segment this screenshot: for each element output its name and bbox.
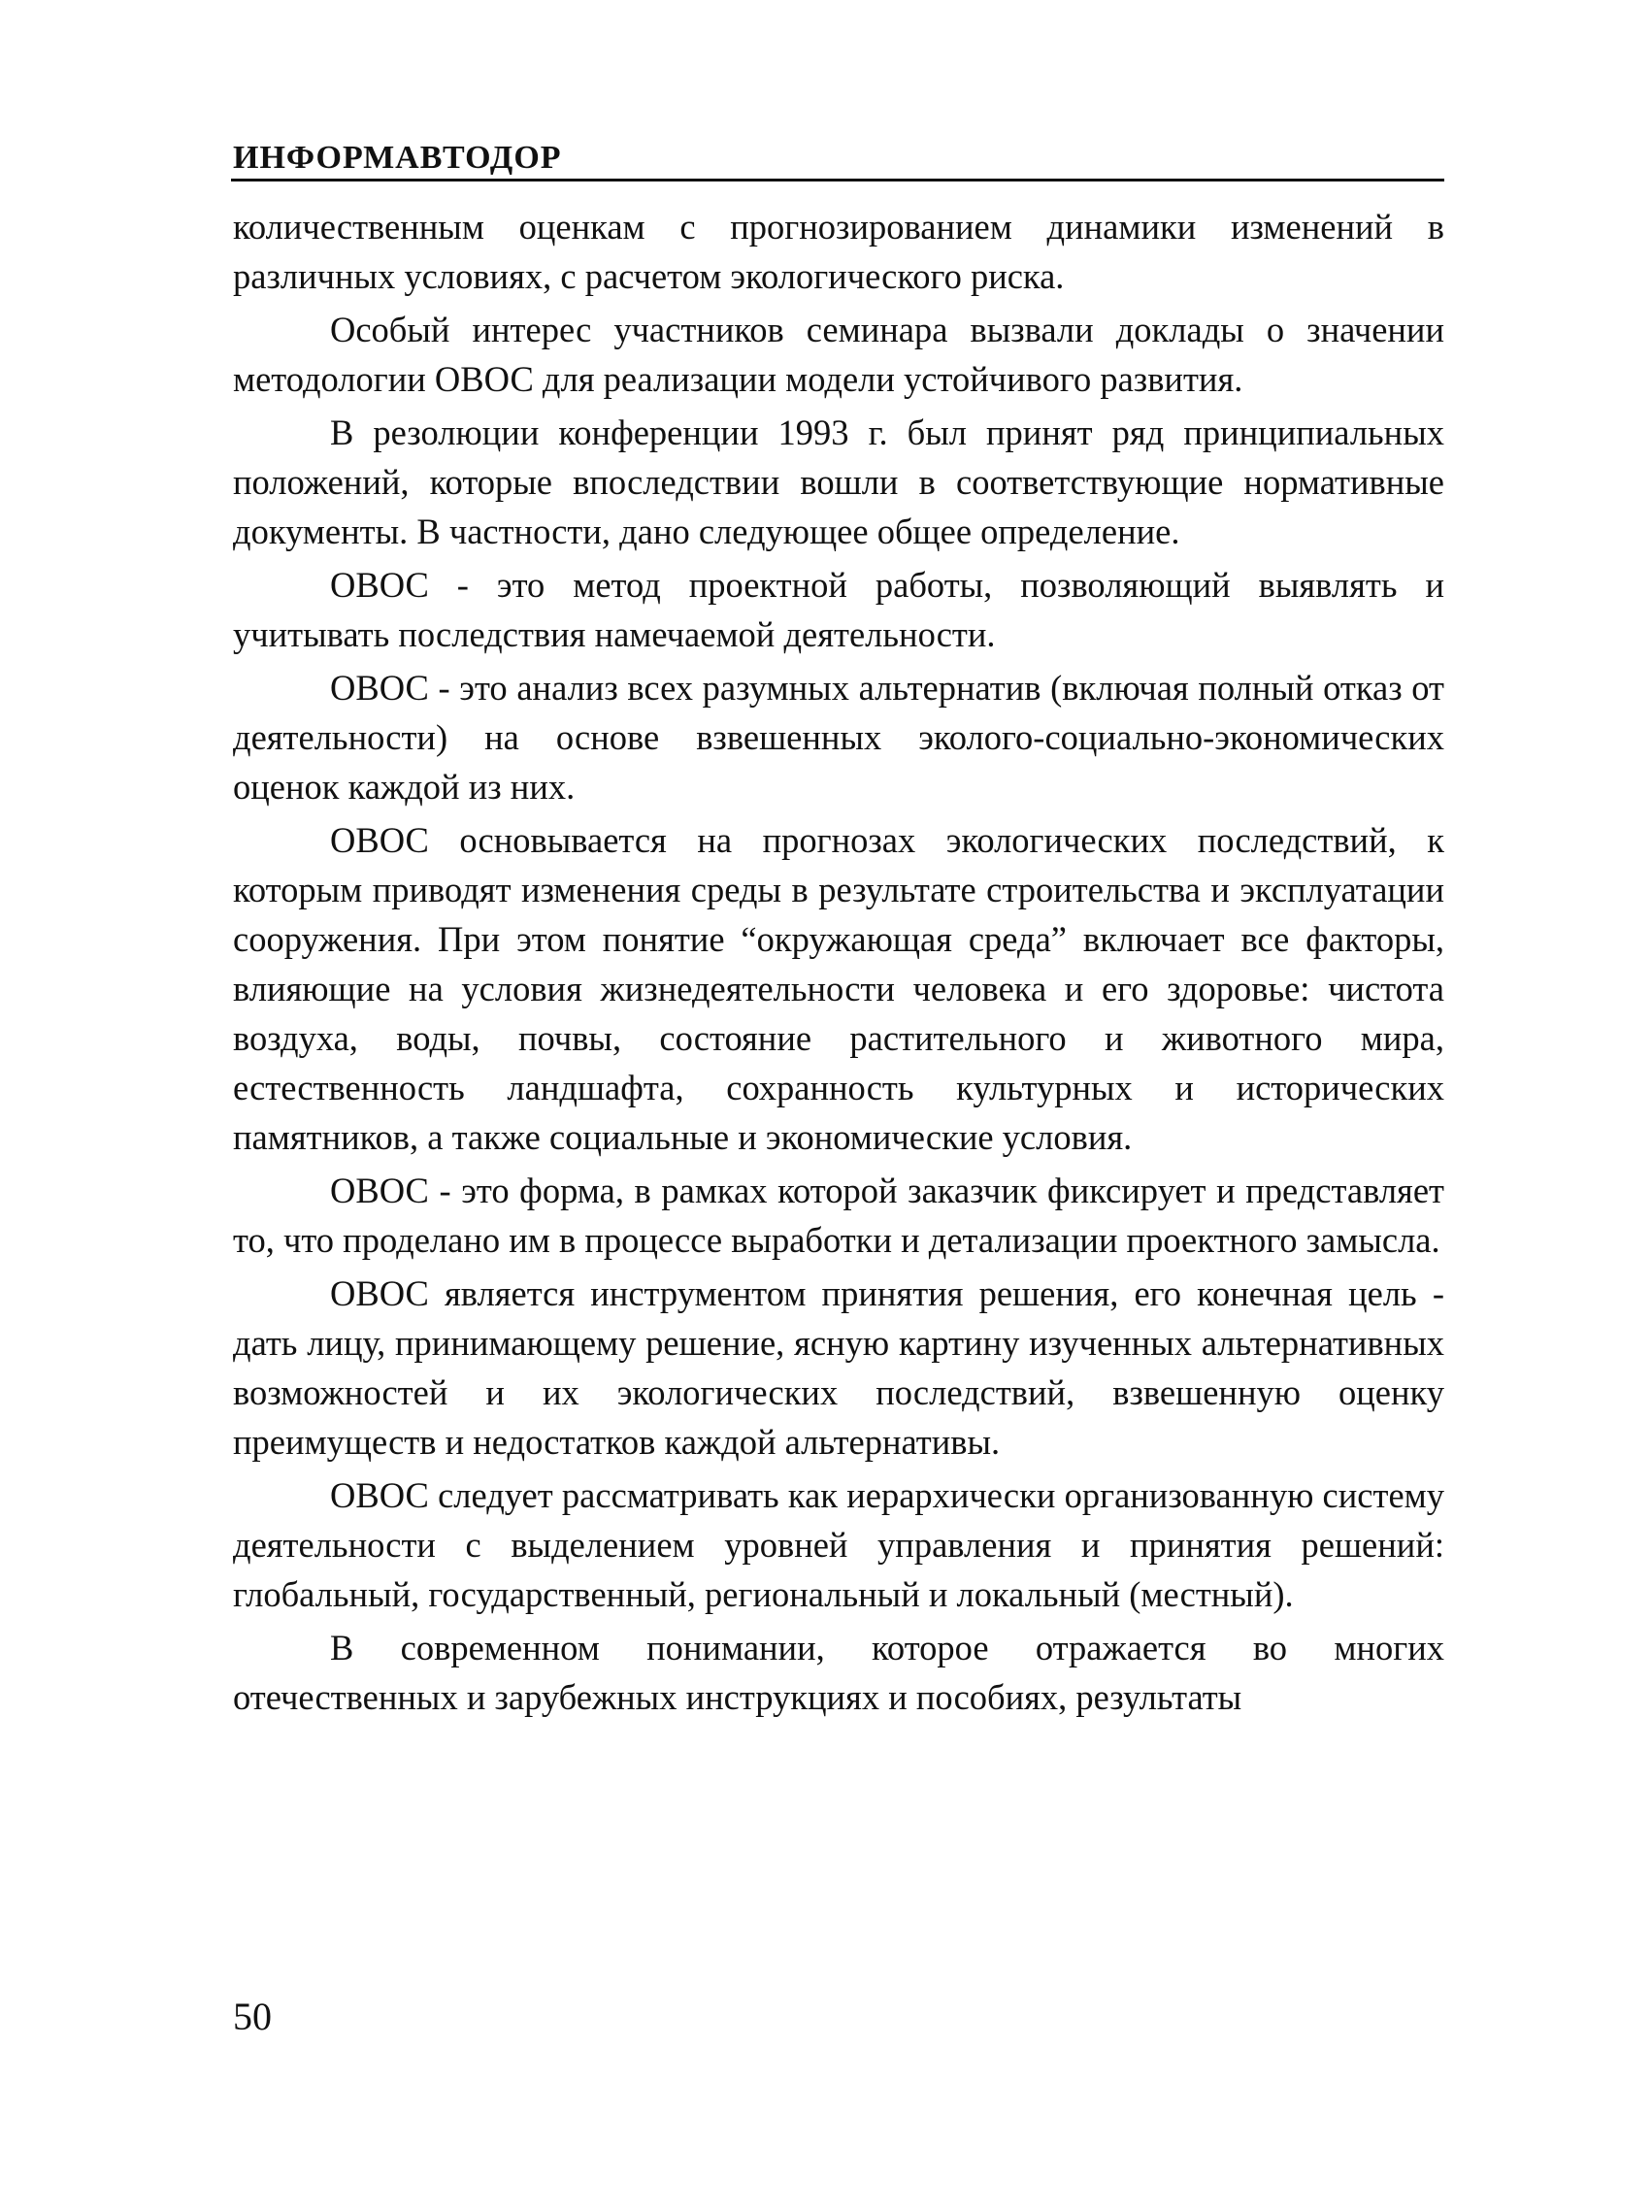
paragraph: ОВОС основывается на прогнозах экологических последствий, к которым приводят изменения среды в результате строительства и эксплуатации сооружения. При этом понятие “окружающая среда” включает все факторы, влияющие на условия жизнедеятельности человека и его здоровье: чистота воздуха, воды, почвы, состояние растительного и животного мира, естественность ландшафта, сохранность культурных и исторических памятников, а также социальные и экономические условия. [233, 820, 1444, 1157]
header-rule [231, 179, 1444, 182]
paragraph-continued: количественным оценкам с прогнозированием динамики изменений в различных условиях, с расчетом экологического риска. [233, 207, 1444, 296]
paragraph: ОВОС - это анализ всех разумных альтернатив (включая полный отказ от деятельности) на основе взвешенных эколого-социально-экономических оценок каждой из них. [233, 668, 1444, 807]
paragraph: ОВОС следует рассматривать как иерархически организованную систему деятельности с выделением уровней управления и принятия решений: глобальный, государственный, региональный и локальный (местный). [233, 1475, 1444, 1614]
running-head-title: ИНФОРМАВТОДОР [233, 140, 562, 176]
body-text [233, 202, 1444, 1726]
page-number: 50 [233, 1995, 272, 2038]
paragraph: ОВОС - это форма, в рамках которой заказчик фиксирует и представляет то, что проделано им в процессе выработки и детализации проектного замысла. [233, 1171, 1444, 1260]
paragraph: ОВОС является инструментом принятия решения, его конечная цель - дать лицу, принимающему решение, ясную картину изученных альтернативных возможностей и их экологических последствий, взвешенную оценку преимуществ и недостатков каждой альтернативы. [233, 1273, 1444, 1462]
paragraph: В современном понимании, которое отражается во многих отечественных и зарубежных инструкциях и пособиях, результаты [233, 1628, 1444, 1717]
paragraph: В резолюции конференции 1993 г. был принят ряд принципиальных положений, которые впоследствии вошли в соответствующие нормативные документы. В частности, дано следующее общее определение. [233, 413, 1444, 551]
paragraph: Особый интерес участников семинара вызвали доклады о значении методологии ОВОС для реализации модели устойчивого развития. [233, 310, 1444, 399]
paragraph: ОВОС - это метод проектной работы, позволяющий выявлять и учитывать последствия намечаемой деятельности. [233, 565, 1444, 654]
